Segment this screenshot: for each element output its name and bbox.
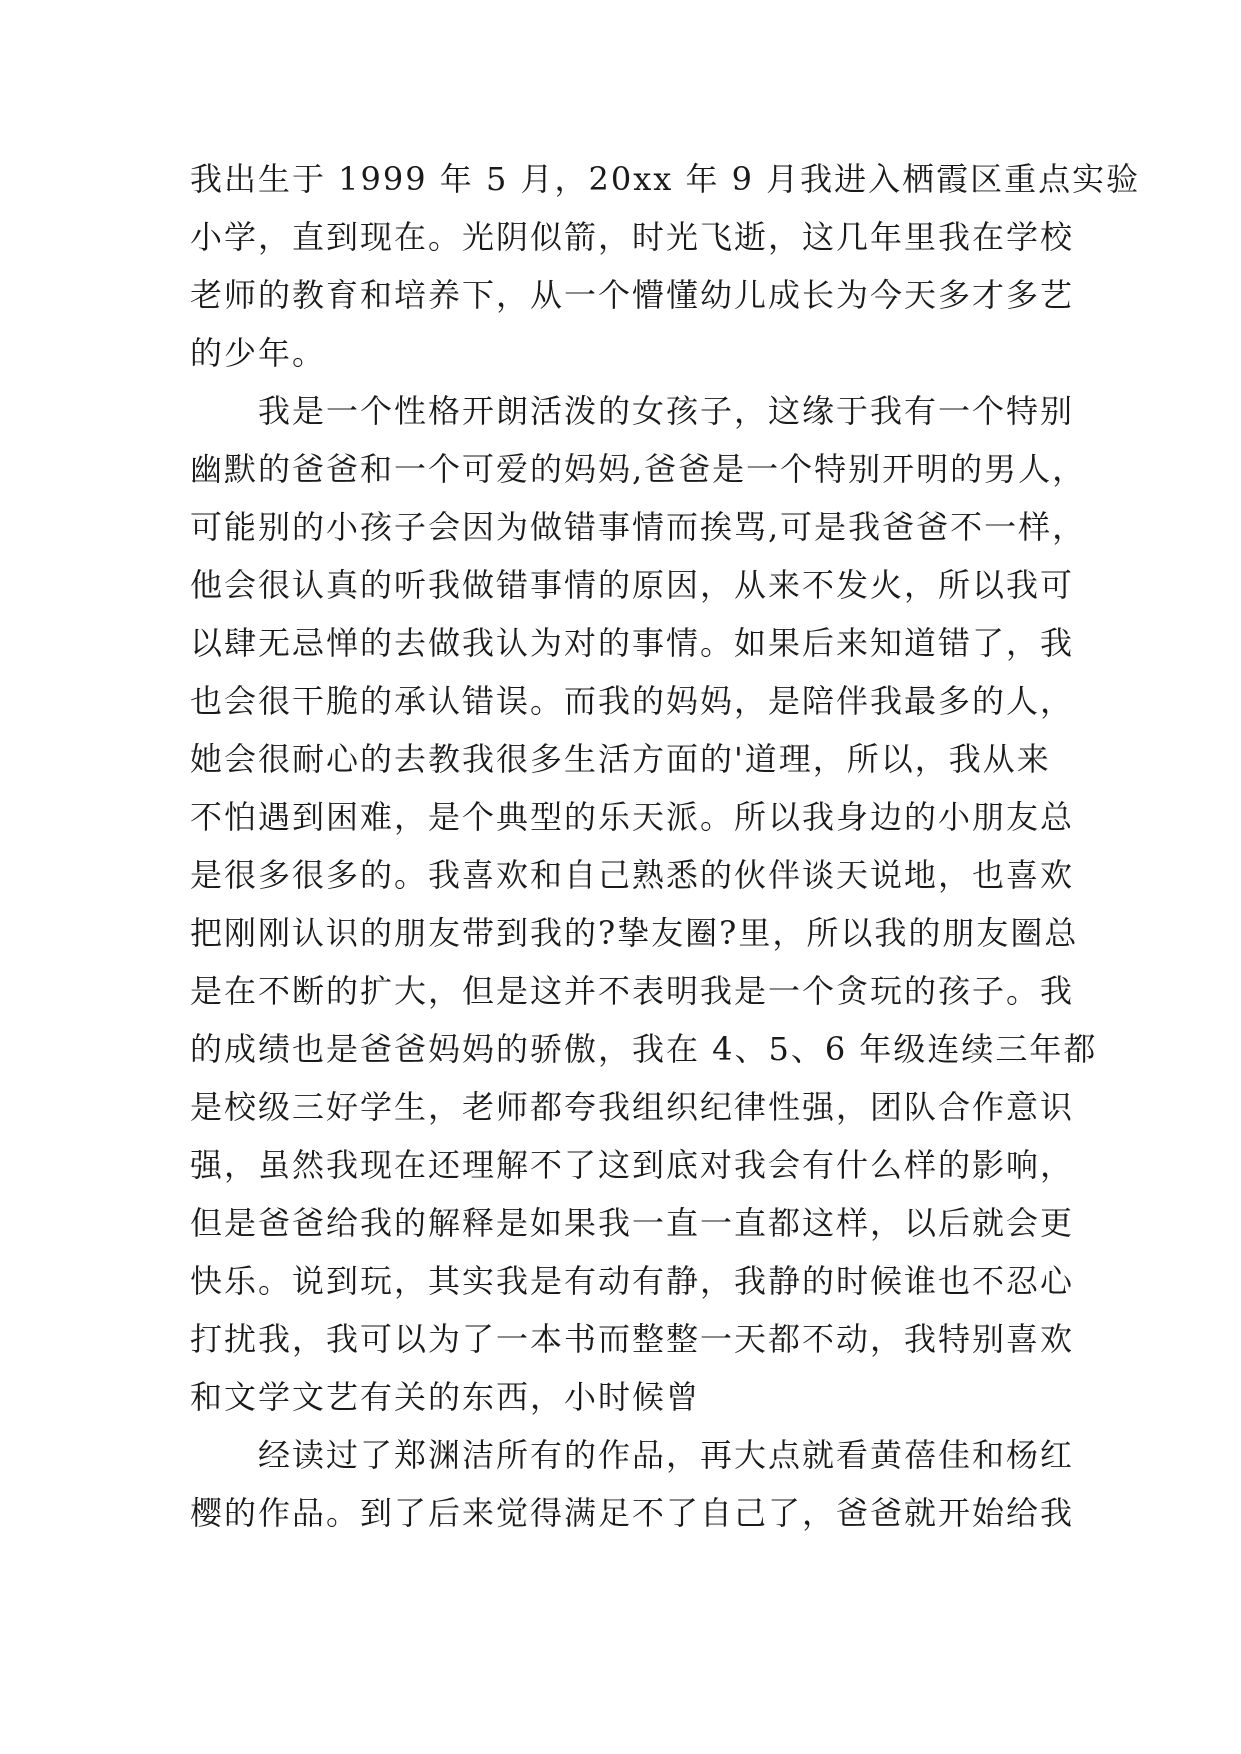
text-line: 把刚刚认识的朋友带到我的?挚友圈?里，所以我的朋友圈总 (190, 914, 1079, 952)
text-line: 经读过了郑渊洁所有的作品，再大点就看黄蓓佳和杨红 (258, 1436, 1075, 1474)
text-line: 是校级三好学生，老师都夸我组织纪律性强，团队合作意识 (190, 1088, 1075, 1126)
paragraph-3 (190, 1426, 1080, 1542)
text-line: 幽默的爸爸和一个可爱的妈妈,爸爸是一个特别开明的男人， (190, 450, 1087, 488)
text-line: 我是一个性格开朗活泼的女孩子，这缘于我有一个特别 (258, 392, 1075, 430)
paragraph-1 (190, 150, 1141, 382)
text-line: 小学，直到现在。光阴似箭，时光飞逝，这几年里我在学校 (190, 218, 1075, 256)
paragraph-2 (190, 382, 1098, 1426)
text-line: 他会很认真的听我做错事情的原因，从来不发火，所以我可 (190, 566, 1075, 604)
text-line: 也会很干脆的承认错误。而我的妈妈，是陪伴我最多的人， (190, 682, 1075, 720)
text-line: 老师的教育和培养下，从一个懵懂幼儿成长为今天多才多艺 (190, 276, 1075, 314)
text-line: 樱的作品。到了后来觉得满足不了自己了，爸爸就开始给我 (190, 1494, 1075, 1532)
text-line: 我出生于 1999 年 5 月，20xx 年 9 月我进入栖霞区重点实验 (190, 160, 1141, 198)
text-line: 的少年。 (190, 334, 327, 372)
text-line: 的成绩也是爸爸妈妈的骄傲，我在 4、5、6 年级连续三年都 (190, 1030, 1098, 1068)
text-line: 是很多很多的。我喜欢和自己熟悉的伙伴谈天说地，也喜欢 (190, 856, 1075, 894)
text-line: 强，虽然我现在还理解不了这到底对我会有什么样的影响， (190, 1146, 1075, 1184)
text-line: 可能别的小孩子会因为做错事情而挨骂,可是我爸爸不一样， (190, 508, 1087, 546)
text-line: 以肆无忌惮的去做我认为对的事情。如果后来知道错了，我 (190, 624, 1075, 662)
text-line: 打扰我，我可以为了一本书而整整一天都不动，我特别喜欢 (190, 1320, 1075, 1358)
text-line: 和文学文艺有关的东西，小时候曾 (190, 1378, 701, 1416)
text-line: 是在不断的扩大，但是这并不表明我是一个贪玩的孩子。我 (190, 972, 1075, 1010)
text-line: 快乐。说到玩，其实我是有动有静，我静的时候谁也不忍心 (190, 1262, 1075, 1300)
text-line: 但是爸爸给我的解释是如果我一直一直都这样，以后就会更 (190, 1204, 1075, 1242)
document-body (190, 150, 1141, 1542)
text-line: 不怕遇到困难，是个典型的乐天派。所以我身边的小朋友总 (190, 798, 1075, 836)
text-line: 她会很耐心的去教我很多生活方面的'道理，所以，我从来 (190, 740, 1051, 778)
